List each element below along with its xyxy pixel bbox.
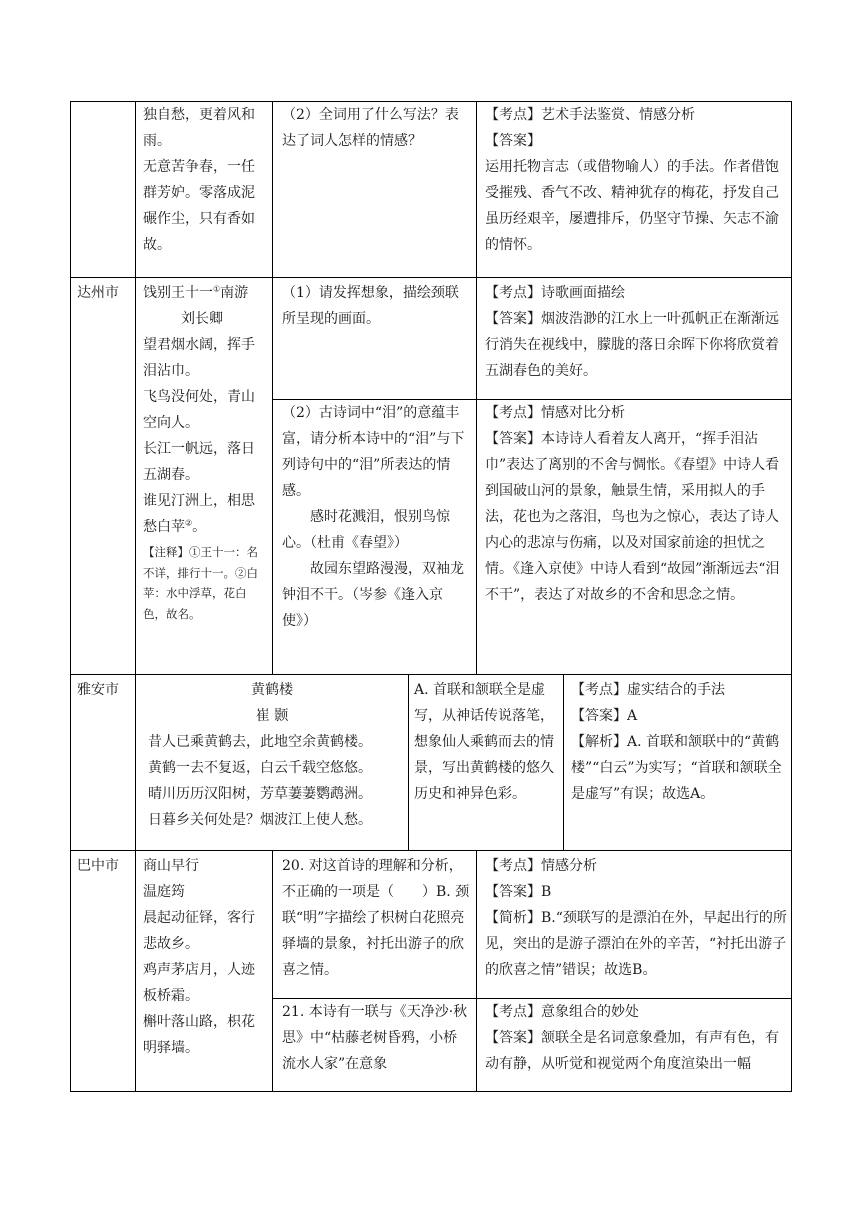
table-col-divider bbox=[272, 101, 273, 674]
poem-line: 碾作尘，只有香如 bbox=[143, 211, 255, 227]
poem-line: 明驿墙。 bbox=[143, 1040, 199, 1056]
answer-text: 【答案】A bbox=[571, 708, 638, 724]
question-text: （2）全词用了什么写法？表达了词人怎样的情感？ bbox=[282, 107, 459, 149]
poem-line: 泪沾巾。 bbox=[143, 363, 199, 379]
poem-line: 黄鹤一去不复返，白云千载空悠悠。 bbox=[148, 760, 372, 776]
kaodian-text: 【考点】诗歌画面描绘 bbox=[485, 285, 625, 301]
poem-title: 商山早行 bbox=[143, 858, 199, 874]
poem-author: 刘长卿 bbox=[181, 311, 223, 327]
question-quote: 感时花溅泪，恨别鸟惊心。（杜甫《春望》） bbox=[282, 509, 450, 551]
table-row-divider bbox=[70, 277, 792, 278]
question-text: （1）请发挥想象，描绘颈联所呈现的画面。 bbox=[282, 285, 459, 327]
table-col-divider bbox=[476, 101, 477, 674]
city-label: 达州市 bbox=[77, 285, 119, 301]
poem-line: 晴川历历汉阳树，芳草萋萋鹦鹉洲。 bbox=[148, 786, 372, 802]
poem-line: 悲故乡。 bbox=[143, 936, 199, 952]
kaodian-label: 【考点】艺术手法鉴赏、情感分析 bbox=[485, 107, 695, 123]
question-cell bbox=[282, 853, 470, 983]
question-text: 20. 对这首诗的理解和分析，不正确的一项是（ ）B. 颈联“明”字描绘了枳树白花照亮驿墙的景象，衬托出游子的欣喜之情。 bbox=[282, 858, 470, 978]
kaodian-text: 【考点】情感分析 bbox=[485, 858, 597, 874]
city-label: 巴中市 bbox=[77, 858, 119, 874]
poem-line: 五湖春。 bbox=[143, 467, 199, 483]
question-cell bbox=[282, 102, 470, 154]
poem-line: 愁白苹②。 bbox=[143, 518, 207, 535]
analysis-text: 【简析】B.“颈联写的是漂泊在外，早起出行的所见，突出的是游子漂泊在外的辛苦，“衬托出游子的欣喜之情”错误；故选B。 bbox=[485, 910, 787, 978]
kaodian-text: 【考点】意象组合的妙处 bbox=[485, 1004, 639, 1020]
table-row-divider bbox=[70, 850, 792, 851]
answer-cell bbox=[485, 999, 787, 1077]
poem-cell bbox=[140, 677, 404, 833]
table-col-divider bbox=[272, 850, 273, 1091]
kaodian-text: 【考点】虚实结合的手法 bbox=[571, 682, 725, 698]
poem-note: 【注释】①王十一：名不详，排行十一。②白苹：水中浮草，花白色，故名。 bbox=[143, 545, 258, 621]
question-cell bbox=[282, 280, 470, 332]
poem-line: 独自愁，更着风和 bbox=[143, 107, 255, 123]
table-border-right bbox=[791, 101, 792, 1092]
answer-text: 【答案】烟波浩渺的江水上一叶孤帆正在渐渐远行消失在视线中，朦胧的落日余晖下你将欣赏着五湖春色的美好。 bbox=[485, 311, 779, 379]
answer-cell bbox=[571, 677, 787, 807]
poem-cell bbox=[143, 853, 269, 1061]
poem-author: 崔 颢 bbox=[255, 708, 289, 724]
table-border-left bbox=[70, 101, 71, 1092]
poem-line: 谁见汀洲上，相思 bbox=[143, 493, 255, 509]
answer-text: 【答案】本诗诗人看着友人离开，“挥手泪沾巾”表达了离别的不舍与惆怅。《春望》中诗人看到国破山河的景象，触景生情，采用拟人的手法，花也为之落泪，鸟也为之惊心，表达了诗人内心的悲凉与伤痛，以及对国家前途的担忧之情。《逢入京使》中诗人看到“故园”渐渐远去“泪不干”，表达了对故乡的不舍和思念之情。 bbox=[485, 431, 780, 603]
answer-cell bbox=[485, 102, 787, 258]
poem-line: 板桥霜。 bbox=[143, 988, 199, 1004]
poem-author: 温庭筠 bbox=[143, 884, 185, 900]
poem-line: 鸡声茅店月，人迹 bbox=[143, 962, 255, 978]
answer-text: 运用托物言志（或借物喻人）的手法。作者借饱受摧残、香气不改、精神犹存的梅花，抒发自己虽历经艰辛，屡遭排斥，仍坚守节操、矢志不渝的情怀。 bbox=[485, 159, 779, 253]
table-col-divider bbox=[408, 674, 409, 850]
analysis-text: 【解析】A. 首联和颔联中的“黄鹤楼”“白云”为实写；“首联和颔联全是虚写”有误；故选A。 bbox=[571, 734, 782, 802]
poem-line: 群芳妒。零落成泥 bbox=[143, 185, 255, 201]
poem-cell bbox=[143, 280, 269, 624]
poem-cell bbox=[143, 102, 267, 258]
question-cell bbox=[282, 400, 470, 634]
option-cell bbox=[414, 677, 556, 807]
poem-line: 飞鸟没何处，青山 bbox=[143, 389, 255, 405]
answer-cell bbox=[485, 280, 787, 384]
poem-line: 无意苦争春，一任 bbox=[143, 159, 255, 175]
option-text: A. 首联和颔联全是虚写，从神话传说落笔，想象仙人乘鹤而去的情景，写出黄鹤楼的悠久历史和神异色彩。 bbox=[414, 682, 554, 802]
kaodian-text: 【考点】情感对比分析 bbox=[485, 405, 625, 421]
question-text: 21. 本诗有一联与《天净沙·秋思》中“枯藤老树昏鸦，小桥流水人家”在意象 bbox=[282, 1004, 468, 1072]
city-label: 雅安市 bbox=[77, 682, 119, 698]
table-col-divider bbox=[135, 101, 136, 1092]
poem-line: 晨起动征铎，客行 bbox=[143, 910, 255, 926]
poem-title: 饯别王十一①南游 bbox=[143, 284, 249, 301]
question-cell bbox=[282, 999, 470, 1077]
question-quote: 故园东望路漫漫，双袖龙钟泪不干。（岑参《逢入京使》） bbox=[282, 561, 464, 629]
poem-line: 昔人已乘黄鹤去，此地空余黄鹤楼。 bbox=[148, 734, 372, 750]
answer-text: 【答案】B bbox=[485, 884, 552, 900]
table-border-bottom bbox=[70, 1091, 792, 1092]
poem-title: 黄鹤楼 bbox=[251, 682, 293, 698]
question-text: （2）古诗词中“泪”的意蕴丰富，请分析本诗中的“泪”与下列诗句中的“泪”所表达的情感。 bbox=[282, 405, 465, 499]
answer-label: 【答案】 bbox=[485, 133, 541, 149]
poem-line: 槲叶落山路，枳花 bbox=[143, 1014, 255, 1030]
poem-line: 长江一帆远，落日 bbox=[143, 441, 255, 457]
answer-cell bbox=[485, 400, 787, 608]
table-row-divider bbox=[70, 674, 792, 675]
poem-line: 望君烟水阔，挥手 bbox=[143, 337, 255, 353]
table-col-divider bbox=[563, 674, 564, 850]
poem-line: 雨。 bbox=[143, 133, 171, 149]
table-col-divider bbox=[476, 850, 477, 1091]
poem-line: 空向人。 bbox=[143, 415, 199, 431]
poem-line: 日暮乡关何处是？烟波江上使人愁。 bbox=[148, 812, 372, 828]
answer-cell bbox=[485, 853, 787, 983]
answer-text: 【答案】颔联全是名词意象叠加，有声有色，有动有静，从听觉和视觉两个角度渲染出一幅 bbox=[485, 1030, 779, 1072]
poem-line: 故。 bbox=[143, 237, 171, 253]
